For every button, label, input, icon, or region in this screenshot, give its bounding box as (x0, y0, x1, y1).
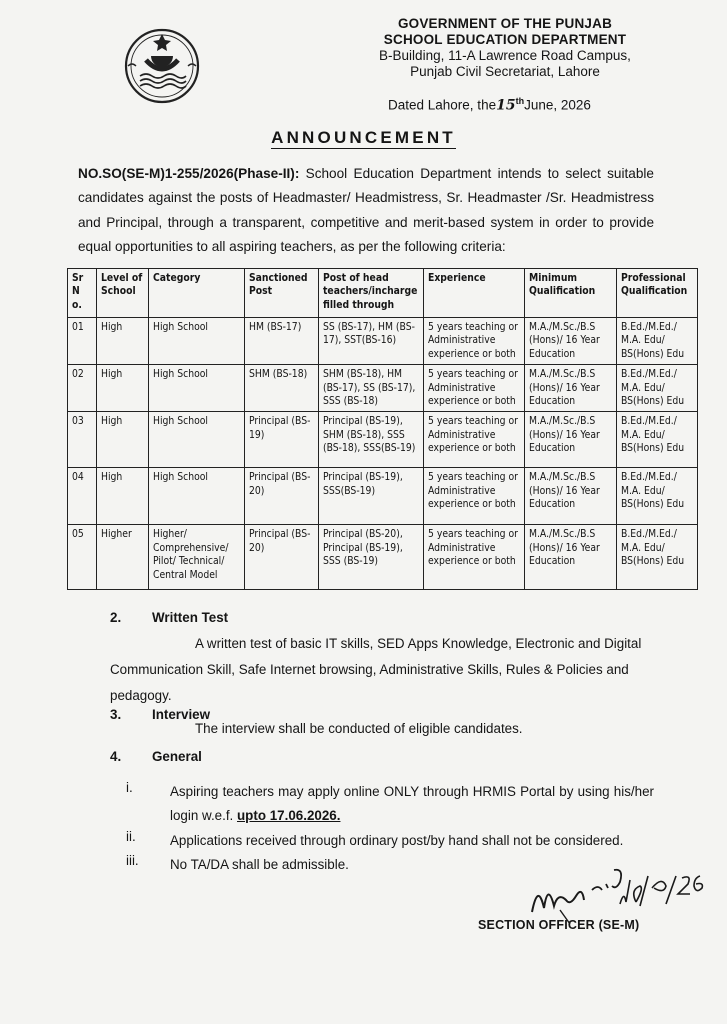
section-number: 2. (110, 610, 122, 625)
col-header-sanctioned-post: Sanctioned Post (245, 269, 319, 318)
table-cell: High School (149, 365, 245, 412)
table-cell: M.A./M.Sc./B.S (Hons)/ 16 Year Education (525, 412, 617, 468)
table-cell: 5 years teaching or Administrative experience or both (424, 365, 525, 412)
table-cell: SHM (BS-18), HM (BS-17), SS (BS-17), SSS (BS-18) (319, 365, 424, 412)
reference-number: NO.SO(SE-M)1-255/2026(Phase-II): (78, 166, 300, 181)
table-row (68, 318, 698, 365)
col-header-experience: Experience (424, 269, 525, 318)
table-cell: M.A./M.Sc./B.S (Hons)/ 16 Year Education (525, 525, 617, 590)
table-cell: B.Ed./M.Ed./ M.A. Edu/ BS(Hons) Edu (617, 318, 698, 365)
table-cell: High (97, 318, 149, 365)
list-item-text: Applications received through ordinary post/by hand shall not be considered. (170, 833, 624, 848)
table-cell: High (97, 468, 149, 525)
col-header-min-qualification: Minimum Qualification (525, 269, 617, 318)
header-line-address: B-Building, 11-A Lawrence Road Campus, (379, 48, 631, 63)
table-cell: 5 years teaching or Administrative experience or both (424, 318, 525, 365)
table-cell: Principal (BS-19), SSS(BS-19) (319, 468, 424, 525)
table-cell: 5 years teaching or Administrative experience or both (424, 525, 525, 590)
intro-paragraph (78, 162, 654, 260)
list-item-body: Aspiring teachers may apply online ONLY through HRMIS Portal by using his/her login w.e.f. (170, 784, 654, 823)
col-header-post-filled-through: Post of head teachers/incharge filled through (319, 269, 424, 318)
table-cell: Higher (97, 525, 149, 590)
table-cell: 05 (68, 525, 97, 590)
table-cell: Principal (BS-19) (245, 412, 319, 468)
list-item-text: No TA/DA shall be admissible. (170, 857, 349, 872)
table-cell: High School (149, 318, 245, 365)
table-cell: High School (149, 468, 245, 525)
page-title (0, 128, 727, 148)
section-heading: General (152, 749, 202, 764)
header-line-government: GOVERNMENT OF THE PUNJAB (397, 16, 613, 31)
section-heading: Written Test (152, 610, 229, 625)
announcement-title: ANNOUNCEMENT (271, 128, 456, 147)
table-cell: 02 (68, 365, 97, 412)
intro-text: School Education Department intends to select suitable candidates against the posts of Headmaster/ Headmistress, Sr. Headmaster /Sr. Headmistress and Principal, through a transparent, competitive and merit-based system in order to provide equal opportunities to all aspiring teachers, as per the following criteria: (78, 166, 654, 255)
table-header-row (68, 269, 698, 318)
section-number: 4. (110, 749, 122, 764)
criteria-table (67, 268, 698, 590)
table-cell: SS (BS-17), HM (BS-17), SST(BS-16) (319, 318, 424, 365)
table-cell: M.A./M.Sc./B.S (Hons)/ 16 Year Education (525, 318, 617, 365)
table-cell: High School (149, 412, 245, 468)
table-cell: High (97, 365, 149, 412)
written-test-text: A written test of basic IT skills, SED Apps Knowledge, Electronic and Digital Communication Skill, Safe Internet browsing, Administrative Skills, Rules & Policies and pedagogy. (110, 636, 642, 703)
header-line-department: SCHOOL EDUCATION DEPARTMENT (383, 32, 627, 47)
table-row (68, 365, 698, 412)
table-cell: 5 years teaching or Administrative experience or both (424, 412, 525, 468)
section-officer-designation: SECTION OFFICER (SE-M) (478, 918, 640, 932)
date-line (388, 96, 591, 114)
table-cell: M.A./M.Sc./B.S (Hons)/ 16 Year Education (525, 468, 617, 525)
table-cell: B.Ed./M.Ed./ M.A. Edu/ BS(Hons) Edu (617, 468, 698, 525)
date-day: 15 (496, 97, 516, 114)
table-cell: Higher/ Comprehensive/ Pilot/ Technical/ Central Model (149, 525, 245, 590)
punjab-emblem-logo (118, 20, 206, 108)
table-cell: Principal (BS-20) (245, 468, 319, 525)
table-cell: B.Ed./M.Ed./ M.A. Edu/ BS(Hons) Edu (617, 525, 698, 590)
table-cell: Principal (BS-19), SHM (BS-18), SSS (BS-18), SSS(BS-19) (319, 412, 424, 468)
department-header (340, 16, 670, 80)
list-item-text (170, 780, 654, 828)
list-item-numeral: ii. (126, 829, 136, 844)
interview-text: The interview shall be conducted of eligible candidates. (195, 721, 523, 736)
section-heading: Interview (152, 707, 211, 722)
table-cell: 03 (68, 412, 97, 468)
col-header-level: Level of School (97, 269, 149, 318)
table-cell: B.Ed./M.Ed./ M.A. Edu/ BS(Hons) Edu (617, 365, 698, 412)
table-cell: M.A./M.Sc./B.S (Hons)/ 16 Year Education (525, 365, 617, 412)
list-item-numeral: i. (126, 780, 133, 795)
table-cell: Principal (BS-20), Principal (BS-19), SSS (BS-19) (319, 525, 424, 590)
table-cell: 5 years teaching or Administrative experience or both (424, 468, 525, 525)
section-number: 3. (110, 707, 122, 722)
table-cell: SHM (BS-18) (245, 365, 319, 412)
table-row (68, 412, 698, 468)
table-cell: 04 (68, 468, 97, 525)
table-cell: 01 (68, 318, 97, 365)
deadline-date: upto 17.06.2026. (237, 808, 341, 823)
list-item-numeral: iii. (126, 853, 139, 868)
col-header-sr: Sr N o. (68, 269, 97, 318)
table-row (68, 468, 698, 525)
date-suffix: th (515, 96, 525, 106)
col-header-professional-qualification: Professional Qualification (617, 269, 698, 318)
table-row (68, 525, 698, 590)
date-month-year: June, 2026 (524, 97, 591, 113)
table-cell: B.Ed./M.Ed./ M.A. Edu/ BS(Hons) Edu (617, 412, 698, 468)
header-line-secretariat: Punjab Civil Secretariat, Lahore (410, 64, 600, 79)
col-header-category: Category (149, 269, 245, 318)
date-prefix: Dated Lahore, the (388, 97, 497, 113)
table-cell: HM (BS-17) (245, 318, 319, 365)
table-cell: Principal (BS-20) (245, 525, 319, 590)
table-cell: High (97, 412, 149, 468)
